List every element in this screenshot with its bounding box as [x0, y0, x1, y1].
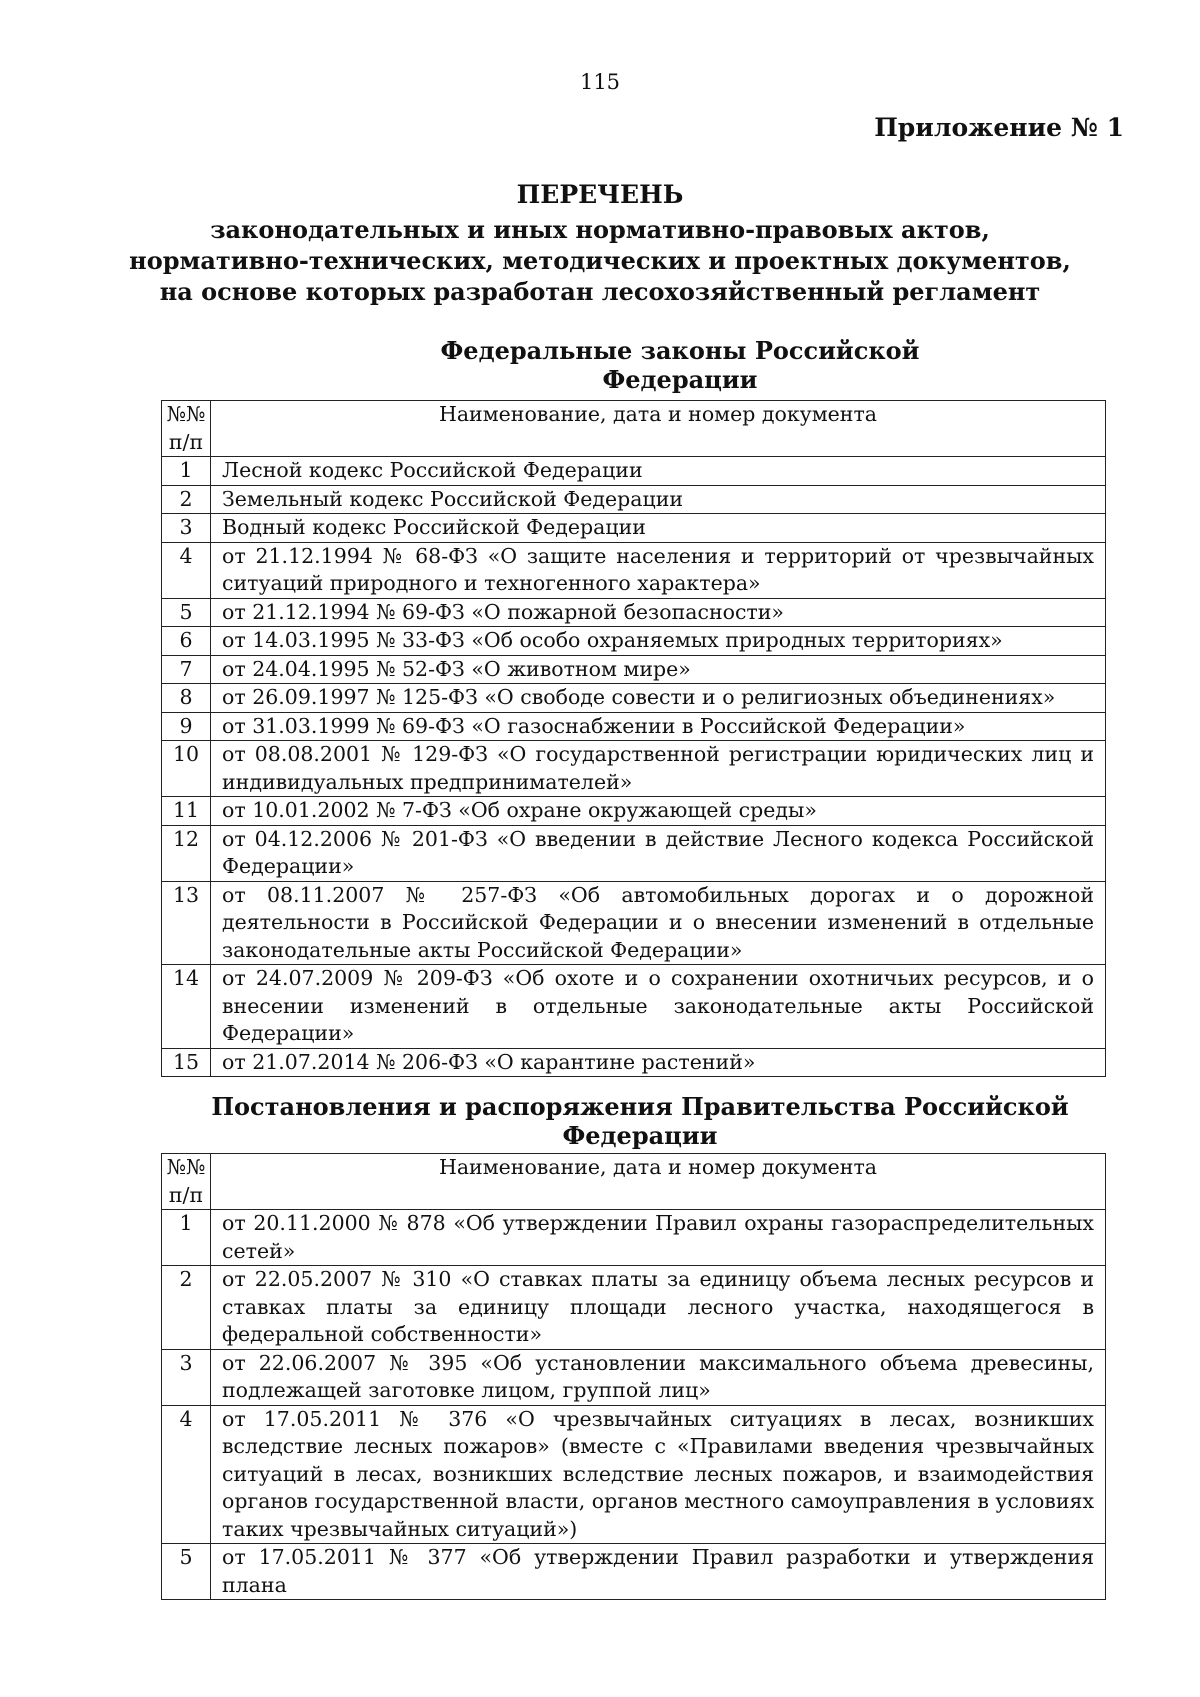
document-name-cell: от 26.09.1997 № 125-ФЗ «О свободе совести и о религиозных объединениях» [211, 684, 1106, 713]
table-row [162, 655, 1106, 684]
table-row [162, 514, 1106, 543]
row-number-cell: 14 [162, 965, 211, 1049]
row-number-cell: 6 [162, 627, 211, 656]
row-number-cell: 13 [162, 881, 211, 965]
page-number: 115 [579, 70, 621, 94]
table-row [162, 1048, 1106, 1077]
document-name-cell: от 21.12.1994 № 68-ФЗ «О защите населения и территорий от чрезвычайных ситуаций природного и техногенного характера» [211, 542, 1106, 598]
table-row [162, 542, 1106, 598]
document-name-cell: от 21.07.2014 № 206-ФЗ «О карантине растений» [211, 1048, 1106, 1077]
document-name-cell: от 22.06.2007 № 395 «Об установлении максимального объема древесины, подлежащей заготовке лицом, группой лиц» [211, 1349, 1106, 1405]
table-header-row [162, 401, 1106, 457]
section-heading-government-decrees: Постановления и распоряжения Правительства Российской Федерации [211, 1092, 1069, 1150]
document-name-cell: от 24.04.1995 № 52-ФЗ «О животном мире» [211, 655, 1106, 684]
document-name-cell: от 17.05.2011 № 376 «О чрезвычайных ситуациях в лесах, возникших вследствие лесных пожаров» (вместе с «Правилами введения чрезвычайных ситуаций в лесах, возникших вследствие лесных пожаров, и взаимодействия органов государственной власти, органов местного самоуправления в условиях таких чрезвычайных ситуаций») [211, 1405, 1106, 1544]
document-name-cell: от 04.12.2006 № 201-ФЗ «О введении в действие Лесного кодекса Российской Федерации» [211, 825, 1106, 881]
row-number-cell: 11 [162, 797, 211, 826]
document-name-cell: от 17.05.2011 № 377 «Об утверждении Правил разработки и утверждения плана [211, 1544, 1106, 1600]
table-row [162, 1405, 1106, 1544]
row-number-cell: 3 [162, 514, 211, 543]
document-name-cell: от 21.12.1994 № 69-ФЗ «О пожарной безопасности» [211, 598, 1106, 627]
document-name-cell: от 22.05.2007 № 310 «О ставках платы за единицу объема лесных ресурсов и ставках платы за единицу площади лесного участка, находящегося в федеральной собственности» [211, 1266, 1106, 1350]
table-row [162, 712, 1106, 741]
row-number-cell: 1 [162, 1210, 211, 1266]
table-row [162, 627, 1106, 656]
row-number-cell: 5 [162, 1544, 211, 1600]
document-name-cell: от 20.11.2000 № 878 «Об утверждении Правил охраны газораспределительных сетей» [211, 1210, 1106, 1266]
document-name-cell: от 08.08.2001 № 129-ФЗ «О государственной регистрации юридических лиц и индивидуальных предпринимателей» [211, 741, 1106, 797]
table-row [162, 1210, 1106, 1266]
document-name-cell: от 24.07.2009 № 209-ФЗ «Об охоте и о сохранении охотничьих ресурсов, и о внесении изменений в отдельные законодательные акты Российской Федерации» [211, 965, 1106, 1049]
row-number-cell: 2 [162, 1266, 211, 1350]
document-name-cell: Земельный кодекс Российской Федерации [211, 485, 1106, 514]
federal-laws-table [161, 400, 1106, 1077]
document-title: ПЕРЕЧЕНЬ [516, 180, 684, 209]
document-name-cell: от 10.01.2002 № 7-ФЗ «Об охране окружающей среды» [211, 797, 1106, 826]
section-heading-federal-laws: Федеральные законы Российской Федерации [440, 336, 920, 394]
document-subtitle [0, 214, 1200, 307]
row-number-cell: 4 [162, 1405, 211, 1544]
row-number-cell: 4 [162, 542, 211, 598]
table-row [162, 684, 1106, 713]
row-number-cell: 1 [162, 457, 211, 486]
table-row [162, 485, 1106, 514]
table-row [162, 1544, 1106, 1600]
subtitle-line: законодательных и иных нормативно-правовых актов, [210, 215, 990, 244]
table-row [162, 797, 1106, 826]
table-row [162, 741, 1106, 797]
header-name-cell: Наименование, дата и номер документа [211, 401, 1106, 457]
document-name-cell: от 31.03.1999 № 69-ФЗ «О газоснабжении в Российской Федерации» [211, 712, 1106, 741]
government-decrees-table [161, 1153, 1106, 1600]
row-number-cell: 5 [162, 598, 211, 627]
row-number-cell: 8 [162, 684, 211, 713]
row-number-cell: 3 [162, 1349, 211, 1405]
table-row [162, 965, 1106, 1049]
row-number-cell: 10 [162, 741, 211, 797]
subtitle-line: нормативно-технических, методических и проектных документов, [129, 246, 1071, 275]
table-row [162, 598, 1106, 627]
header-name-cell: Наименование, дата и номер документа [211, 1154, 1106, 1210]
document-name-cell: от 08.11.2007 № 257-ФЗ «Об автомобильных дорогах и о дорожной деятельности в Российской Федерации и о внесении изменений в отдельные законодательные акты Российской Федерации» [211, 881, 1106, 965]
table-row [162, 825, 1106, 881]
header-num-cell: №№ п/п [162, 401, 211, 457]
appendix-label: Приложение № 1 [874, 113, 1124, 142]
header-num-cell: №№ п/п [162, 1154, 211, 1210]
row-number-cell: 12 [162, 825, 211, 881]
row-number-cell: 2 [162, 485, 211, 514]
row-number-cell: 7 [162, 655, 211, 684]
table-row [162, 881, 1106, 965]
document-name-cell: Водный кодекс Российской Федерации [211, 514, 1106, 543]
row-number-cell: 9 [162, 712, 211, 741]
table-row [162, 1266, 1106, 1350]
table-header-row [162, 1154, 1106, 1210]
table-row [162, 457, 1106, 486]
subtitle-line: на основе которых разработан лесохозяйственный регламент [159, 277, 1041, 306]
row-number-cell: 15 [162, 1048, 211, 1077]
document-name-cell: Лесной кодекс Российской Федерации [211, 457, 1106, 486]
table-row [162, 1349, 1106, 1405]
document-name-cell: от 14.03.1995 № 33-ФЗ «Об особо охраняемых природных территориях» [211, 627, 1106, 656]
